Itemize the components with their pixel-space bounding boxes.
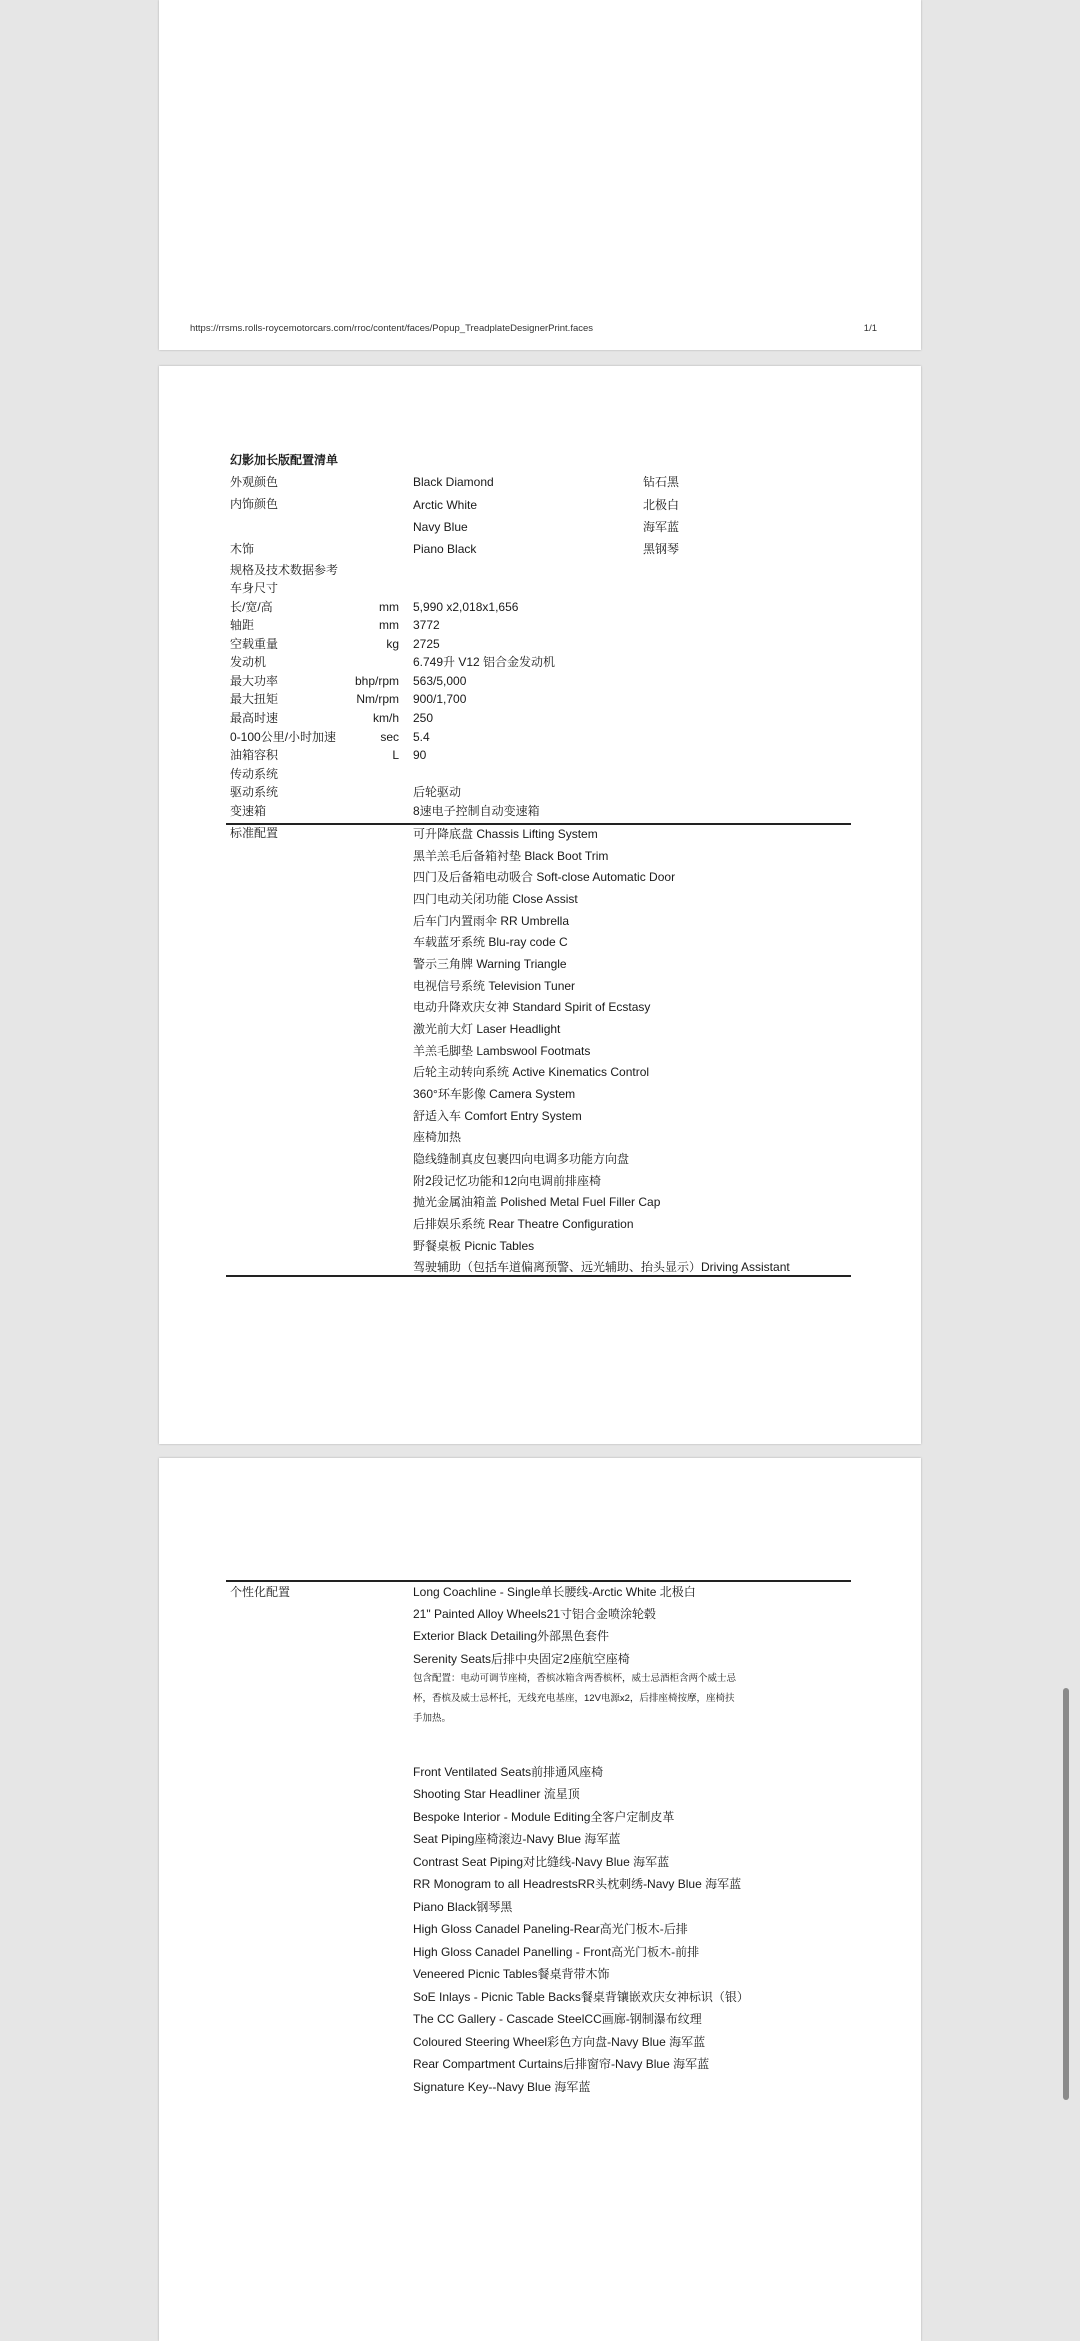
- spec-row-value: 900/1,700: [413, 692, 467, 706]
- spec-row-label: 发动机: [230, 655, 267, 669]
- spec-row-label: 0-100公里/小时加速: [230, 730, 337, 744]
- interior-color-1-en: Arctic White: [413, 498, 478, 512]
- standard-config-item: 附2段记忆功能和12向电调前排座椅: [413, 1174, 602, 1188]
- interior-color-label: 内饰颜色: [230, 497, 279, 511]
- page-number: 1/1: [863, 323, 877, 334]
- custom-config-item: The CC Gallery - Cascade SteelCC画廊-钢制瀑布纹理: [413, 2012, 702, 2026]
- spec-row-label: 驱动系统: [230, 785, 279, 799]
- exterior-color-label: 外观颜色: [230, 475, 279, 489]
- spec-row-value: 3772: [413, 618, 440, 632]
- custom-config-item: Exterior Black Detailing外部黑色套件: [413, 1629, 610, 1643]
- standard-config-label: 标准配置: [230, 826, 279, 840]
- spec-row-value: 8速电子控制自动变速箱: [413, 804, 540, 818]
- custom-config-item: High Gloss Canadel Paneling-Rear高光门板木-后排: [413, 1922, 688, 1936]
- spec-row-label: 传动系统: [230, 767, 279, 781]
- section-divider: [226, 1580, 851, 1582]
- standard-config-item: 舒适入车 Comfort Entry System: [413, 1109, 582, 1123]
- custom-config-item: Bespoke Interior - Module Editing全客户定制皮革: [413, 1810, 675, 1824]
- spec-row-value: 563/5,000: [413, 674, 467, 688]
- scrollbar-thumb[interactable]: [1063, 1688, 1069, 2100]
- spec-title: 幻影加长版配置清单: [230, 453, 339, 467]
- standard-config-item: 驾驶辅助（包括车道偏离预警、远光辅助、抬头显示）Driving Assistant: [413, 1260, 790, 1274]
- body-size-heading: 车身尺寸: [230, 581, 279, 595]
- spec-row-unit: mm: [379, 618, 399, 632]
- spec-row-value: 5,990 x2,018x1,656: [413, 600, 519, 614]
- custom-config-item: Serenity Seats后排中央固定2座航空座椅: [413, 1652, 630, 1666]
- standard-config-item: 野餐桌板 Picnic Tables: [413, 1239, 535, 1253]
- interior-color-2-en: Navy Blue: [413, 520, 468, 534]
- spec-row-value: 6.749升 V12 铝合金发动机: [413, 655, 556, 669]
- standard-config-item: 后轮主动转向系统 Active Kinematics Control: [413, 1065, 650, 1079]
- standard-config-item: 黑羊羔毛后备箱衬垫 Black Boot Trim: [413, 849, 609, 863]
- standard-config-item: 电动升降欢庆女神 Standard Spirit of Ecstasy: [413, 1000, 651, 1014]
- wood-trim-cn: 黑钢琴: [643, 542, 680, 556]
- custom-config-item: 21" Painted Alloy Wheels21寸铝合金喷涂轮毂: [413, 1607, 657, 1621]
- standard-config-item: 抛光金属油箱盖 Polished Metal Fuel Filler Cap: [413, 1195, 661, 1209]
- section-divider: [226, 823, 851, 825]
- wood-trim-label: 木饰: [230, 542, 255, 556]
- custom-config-item: Coloured Steering Wheel彩色方向盘-Navy Blue 海军蓝: [413, 2035, 706, 2049]
- spec-row-value: 2725: [413, 637, 440, 651]
- spec-row-unit: bhp/rpm: [354, 674, 399, 688]
- spec-row-label: 长/宽/高: [230, 600, 273, 614]
- spec-row-unit: mm: [379, 600, 399, 614]
- custom-config-item: Shooting Star Headliner 流星顶: [413, 1787, 580, 1801]
- standard-config-item: 可升降底盘 Chassis Lifting System: [413, 827, 598, 841]
- custom-config-item: Seat Piping座椅滚边-Navy Blue 海军蓝: [413, 1832, 621, 1846]
- custom-config-item: RR Monogram to all HeadrestsRR头枕刺绣-Navy Blue 海军蓝: [413, 1877, 742, 1891]
- exterior-color-cn: 钻石黑: [643, 475, 680, 489]
- standard-config-item: 激光前大灯 Laser Headlight: [413, 1022, 561, 1036]
- custom-config-item: Veneered Picnic Tables餐桌背带木饰: [413, 1967, 610, 1981]
- standard-config-item: 座椅加热: [413, 1130, 462, 1144]
- custom-config-item: Front Ventilated Seats前排通风座椅: [413, 1765, 604, 1779]
- standard-config-item: 羊羔毛脚垫 Lambswool Footmats: [413, 1044, 591, 1058]
- standard-config-item: 四门及后备箱电动吸合 Soft-close Automatic Door: [413, 870, 676, 884]
- spec-row-label: 最高时速: [230, 711, 279, 725]
- spec-ref-heading: 规格及技术数据参考: [230, 563, 339, 577]
- section-divider: [226, 1275, 851, 1277]
- custom-config-item: SoE Inlays - Picnic Table Backs餐桌背镶嵌欢庆女神标识（银）: [413, 1990, 749, 2004]
- standard-config-item: 360°环车影像 Camera System: [413, 1087, 576, 1101]
- standard-config-item: 隐线缝制真皮包裹四向电调多功能方向盘: [413, 1152, 630, 1166]
- spec-row-unit: km/h: [372, 711, 399, 725]
- custom-config-item: Rear Compartment Curtains后排窗帘-Navy Blue 海军蓝: [413, 2057, 710, 2071]
- spec-row-value: 250: [413, 711, 434, 725]
- interior-color-1-cn: 北极白: [643, 498, 680, 512]
- spec-row-label: 油箱容积: [230, 748, 279, 762]
- standard-config-item: 后排娱乐系统 Rear Theatre Configuration: [413, 1217, 634, 1231]
- pdf-page-2: [159, 366, 921, 1444]
- spec-row-label: 轴距: [230, 618, 255, 632]
- pdf-page-3: [159, 1458, 921, 2341]
- pdf-page-1: [159, 0, 921, 350]
- spec-row-label: 空载重量: [230, 637, 279, 651]
- custom-config-item: Piano Black钢琴黑: [413, 1900, 513, 1914]
- standard-config-item: 后车门内置雨伞 RR Umbrella: [413, 914, 570, 928]
- custom-config-item: Long Coachline - Single单长腰线-Arctic White 北极白: [413, 1585, 696, 1599]
- wood-trim-en: Piano Black: [413, 542, 477, 556]
- spec-row-value: 后轮驱动: [413, 785, 462, 799]
- spec-row-value: 90: [413, 748, 427, 762]
- spec-row-value: 5.4: [413, 730, 430, 744]
- spec-row-unit: kg: [386, 637, 399, 651]
- standard-config-item: 车载蓝牙系统 Blu-ray code C: [413, 935, 568, 949]
- standard-config-item: 电视信号系统 Television Tuner: [413, 979, 576, 993]
- spec-row-label: 最大扭矩: [230, 692, 279, 706]
- interior-color-2-cn: 海军蓝: [643, 520, 680, 534]
- custom-config-label: 个性化配置: [230, 1585, 291, 1599]
- custom-config-item: High Gloss Canadel Panelling - Front高光门板木-前排: [413, 1945, 700, 1959]
- custom-config-item: Contrast Seat Piping对比缝线-Navy Blue 海军蓝: [413, 1855, 670, 1869]
- exterior-color-en: Black Diamond: [413, 475, 494, 489]
- standard-config-item: 警示三角牌 Warning Triangle: [413, 957, 567, 971]
- standard-config-item: 四门电动关闭功能 Close Assist: [413, 892, 578, 906]
- spec-row-label: 最大功率: [230, 674, 279, 688]
- serenity-seats-note: 包含配置：电动可调节座椅，香槟冰箱含两香槟杯，威士忌酒柜含两个威士忌杯，香槟及威士忌杯托，无线充电基座，12V电源x2，后排座椅按摩，座椅扶手加热。: [413, 1673, 737, 1724]
- spec-row-unit: L: [392, 748, 399, 762]
- spec-row-unit: Nm/rpm: [356, 692, 399, 706]
- page-footer-url: https://rrsms.rolls-roycemotorcars.com/rroc/content/faces/Popup_TreadplateDesignerPrint.faces: [190, 323, 594, 334]
- spec-row-label: 变速箱: [230, 804, 267, 818]
- spec-row-unit: sec: [380, 730, 399, 744]
- custom-config-item: Signature Key--Navy Blue 海军蓝: [413, 2080, 591, 2094]
